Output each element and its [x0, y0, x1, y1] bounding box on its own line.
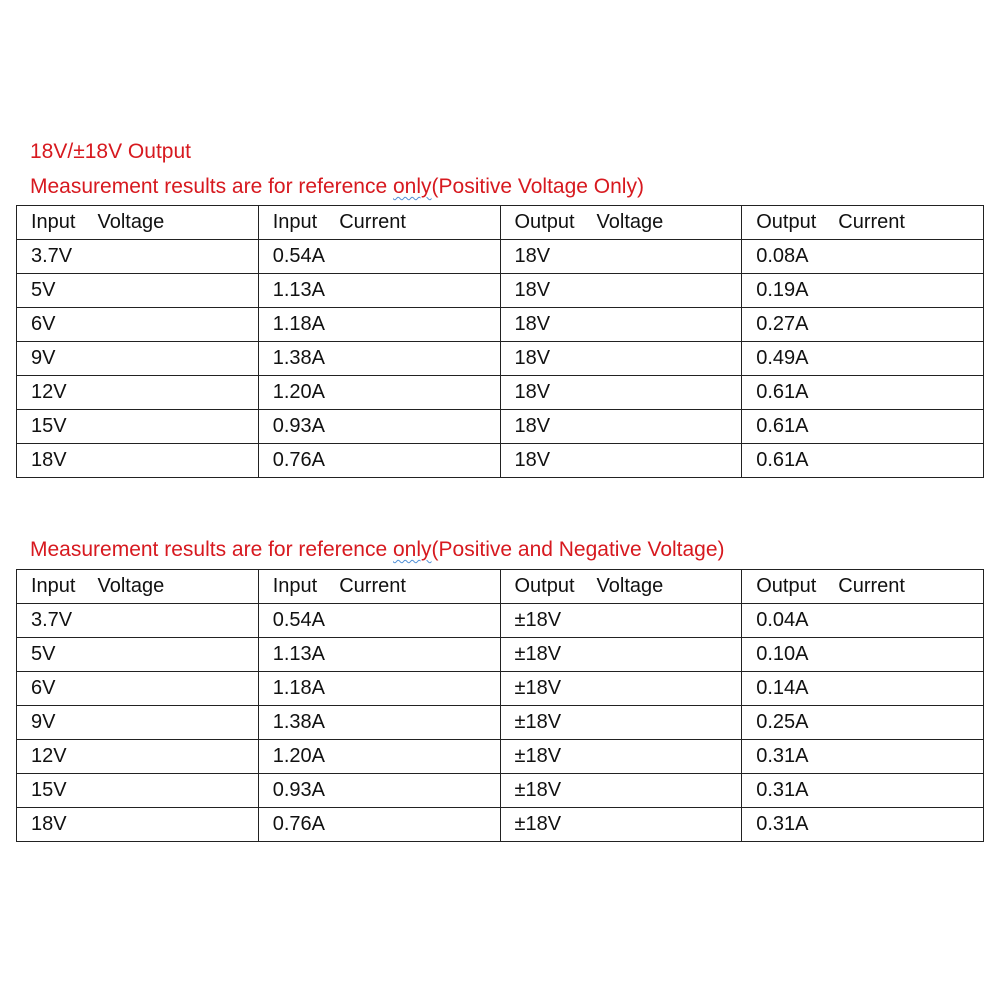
- table-row: [17, 604, 984, 638]
- cell-output-current: 0.19A: [742, 274, 984, 308]
- header-output-voltage: Output Voltage: [500, 570, 742, 604]
- cell-input-voltage: 18V: [17, 808, 259, 842]
- page-title: 18V/±18V Output: [30, 140, 191, 163]
- cell-output-voltage: ±18V: [500, 808, 742, 842]
- table-row: [17, 740, 984, 774]
- positive-negative-voltage-table: [16, 569, 984, 842]
- cell-output-current: 0.27A: [742, 308, 984, 342]
- spellcheck-underlined-word: only: [393, 538, 432, 561]
- cell-output-current: 0.04A: [742, 604, 984, 638]
- table-row: [17, 308, 984, 342]
- cell-output-voltage: 18V: [500, 342, 742, 376]
- cell-input-current: 1.18A: [258, 308, 500, 342]
- cell-output-current: 0.31A: [742, 740, 984, 774]
- cell-input-current: 1.20A: [258, 740, 500, 774]
- table-row: [17, 376, 984, 410]
- table-row: [17, 706, 984, 740]
- spellcheck-underlined-word: only: [393, 175, 432, 198]
- table-1-caption: [30, 175, 644, 199]
- cell-input-voltage: 12V: [17, 376, 259, 410]
- header-input-voltage: Input Voltage: [17, 570, 259, 604]
- cell-input-current: 0.93A: [258, 774, 500, 808]
- table-header-row: [17, 206, 984, 240]
- cell-input-voltage: 3.7V: [17, 240, 259, 274]
- cell-output-current: 0.14A: [742, 672, 984, 706]
- table-row: [17, 342, 984, 376]
- cell-output-voltage: ±18V: [500, 706, 742, 740]
- cell-input-current: 1.20A: [258, 376, 500, 410]
- table-row: [17, 672, 984, 706]
- cell-input-voltage: 5V: [17, 638, 259, 672]
- cell-output-current: 0.61A: [742, 444, 984, 478]
- header-input-current: Input Current: [258, 570, 500, 604]
- cell-input-current: 0.93A: [258, 410, 500, 444]
- table-row: [17, 240, 984, 274]
- cell-output-current: 0.31A: [742, 808, 984, 842]
- cell-input-current: 1.38A: [258, 706, 500, 740]
- cell-output-voltage: ±18V: [500, 604, 742, 638]
- cell-output-voltage: 18V: [500, 240, 742, 274]
- caption-text: Measurement results are for reference: [30, 175, 393, 198]
- header-output-current: Output Current: [742, 570, 984, 604]
- cell-output-voltage: ±18V: [500, 774, 742, 808]
- cell-output-voltage: 18V: [500, 308, 742, 342]
- cell-input-voltage: 15V: [17, 774, 259, 808]
- cell-input-current: 0.76A: [258, 444, 500, 478]
- table-row: [17, 274, 984, 308]
- table-row: [17, 808, 984, 842]
- cell-output-voltage: ±18V: [500, 638, 742, 672]
- table-row: [17, 638, 984, 672]
- table-row: [17, 444, 984, 478]
- table-row: [17, 774, 984, 808]
- cell-output-current: 0.49A: [742, 342, 984, 376]
- header-output-voltage: Output Voltage: [500, 206, 742, 240]
- cell-input-current: 0.54A: [258, 240, 500, 274]
- cell-input-current: 1.13A: [258, 638, 500, 672]
- cell-input-current: 1.13A: [258, 274, 500, 308]
- cell-input-voltage: 6V: [17, 308, 259, 342]
- cell-input-voltage: 9V: [17, 706, 259, 740]
- cell-output-voltage: 18V: [500, 410, 742, 444]
- caption-text: Measurement results are for reference: [30, 538, 393, 561]
- cell-input-voltage: 12V: [17, 740, 259, 774]
- cell-output-voltage: 18V: [500, 274, 742, 308]
- cell-output-current: 0.08A: [742, 240, 984, 274]
- table-row: [17, 410, 984, 444]
- cell-input-voltage: 5V: [17, 274, 259, 308]
- cell-output-voltage: 18V: [500, 444, 742, 478]
- cell-input-voltage: 3.7V: [17, 604, 259, 638]
- cell-input-current: 0.76A: [258, 808, 500, 842]
- caption-note: (Positive Voltage Only): [431, 175, 644, 198]
- cell-output-current: 0.10A: [742, 638, 984, 672]
- header-input-voltage: Input Voltage: [17, 206, 259, 240]
- cell-output-voltage: ±18V: [500, 740, 742, 774]
- cell-input-current: 0.54A: [258, 604, 500, 638]
- cell-output-current: 0.25A: [742, 706, 984, 740]
- cell-input-voltage: 15V: [17, 410, 259, 444]
- cell-input-current: 1.38A: [258, 342, 500, 376]
- cell-input-voltage: 6V: [17, 672, 259, 706]
- cell-input-voltage: 9V: [17, 342, 259, 376]
- header-input-current: Input Current: [258, 206, 500, 240]
- header-output-current: Output Current: [742, 206, 984, 240]
- cell-input-voltage: 18V: [17, 444, 259, 478]
- table-2-caption: [30, 538, 725, 562]
- table-header-row: [17, 570, 984, 604]
- positive-voltage-table: [16, 205, 984, 478]
- cell-output-current: 0.61A: [742, 410, 984, 444]
- cell-output-current: 0.31A: [742, 774, 984, 808]
- cell-output-voltage: 18V: [500, 376, 742, 410]
- caption-note: (Positive and Negative Voltage): [431, 538, 725, 561]
- cell-output-voltage: ±18V: [500, 672, 742, 706]
- cell-output-current: 0.61A: [742, 376, 984, 410]
- cell-input-current: 1.18A: [258, 672, 500, 706]
